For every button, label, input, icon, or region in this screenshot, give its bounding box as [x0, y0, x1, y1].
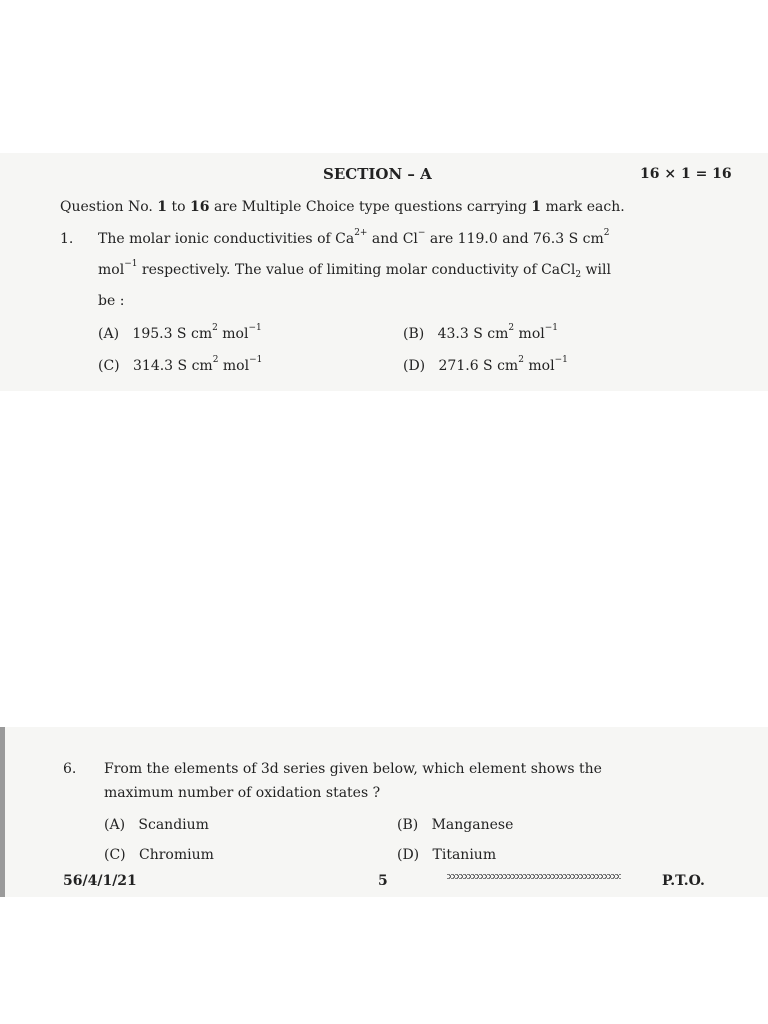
paper-code: 56/4/1/21 [63, 873, 137, 889]
q1-text: will [581, 262, 611, 278]
option-value: 43.3 S cm [437, 326, 509, 342]
q1-superscript: 2 [603, 228, 610, 238]
option-value: Titanium [432, 847, 497, 863]
option-label: (B) [403, 326, 425, 342]
instruction-text: to [167, 199, 191, 215]
option-value: Manganese [431, 817, 514, 833]
option-unit: mol [523, 358, 555, 374]
wavy-rule [447, 874, 621, 884]
instruction-text: mark each. [541, 199, 625, 215]
option-label: (D) [397, 847, 420, 863]
q6-option-c [104, 847, 214, 863]
instruction-text: Question No. [60, 199, 158, 215]
option-label: (B) [397, 817, 419, 833]
option-superscript: −1 [554, 355, 568, 365]
q1-option-c [98, 355, 263, 374]
option-value: 195.3 S cm [132, 326, 213, 342]
option-value: 314.3 S cm [133, 358, 213, 374]
q1-text: are 119.0 and 76.3 S cm [425, 231, 604, 247]
question-6-line-2: maximum number of oxidation states ? [104, 785, 381, 801]
instruction-text: are Multiple Choice type questions carrying [209, 199, 532, 215]
option-value: 271.6 S cm [438, 358, 519, 374]
q1-option-d [403, 355, 568, 374]
option-unit: mol [218, 358, 250, 374]
section-title: SECTION – A [323, 165, 432, 183]
section-marks: 16 × 1 = 16 [640, 166, 732, 182]
q1-text: respectively. The value of limiting molar conductivity of CaCl [137, 262, 576, 278]
q1-option-b [403, 323, 559, 342]
option-value: Scandium [138, 817, 209, 833]
option-superscript: 2 [212, 323, 218, 333]
q1-text: and Cl [367, 231, 418, 247]
q6-option-b [397, 817, 513, 833]
q1-subscript: 2 [575, 270, 582, 280]
option-label: (C) [104, 847, 126, 863]
option-superscript: −1 [248, 323, 262, 333]
instruction-number: 1 [531, 199, 542, 215]
question-1-number: 1. [60, 231, 74, 247]
instruction-number: 1 [157, 199, 168, 215]
question-1-line-3: be : [98, 293, 125, 309]
option-unit: mol [514, 326, 545, 342]
option-superscript: 2 [518, 355, 524, 365]
option-label: (C) [98, 358, 120, 374]
page-number: 5 [378, 873, 388, 889]
option-label: (A) [98, 326, 120, 342]
section-instruction [60, 199, 625, 215]
q1-superscript: 2+ [354, 228, 368, 238]
question-6-number: 6. [63, 761, 77, 777]
pto-label: P.T.O. [662, 873, 705, 889]
option-value: Chromium [139, 847, 214, 863]
question-1-line-2 [98, 259, 611, 280]
q1-text: mol [98, 262, 125, 278]
question-6-line-1: From the elements of 3d series given below, which element shows the [104, 761, 602, 777]
q1-superscript: − [417, 228, 426, 238]
q1-option-a [98, 323, 262, 342]
q6-option-a [104, 817, 209, 833]
option-unit: mol [217, 326, 249, 342]
q1-superscript: −1 [124, 259, 138, 269]
instruction-number: 16 [190, 199, 210, 215]
option-label: (A) [104, 817, 126, 833]
option-superscript: 2 [212, 355, 219, 365]
question-6-page-strip [0, 727, 768, 897]
question-1-line-1 [98, 228, 694, 247]
q6-option-d [397, 847, 496, 863]
option-label: (D) [403, 358, 426, 374]
q1-text: The molar ionic conductivities of Ca [98, 231, 355, 247]
option-superscript: −1 [544, 323, 559, 333]
option-superscript: 2 [508, 323, 515, 333]
option-superscript: −1 [249, 355, 263, 365]
